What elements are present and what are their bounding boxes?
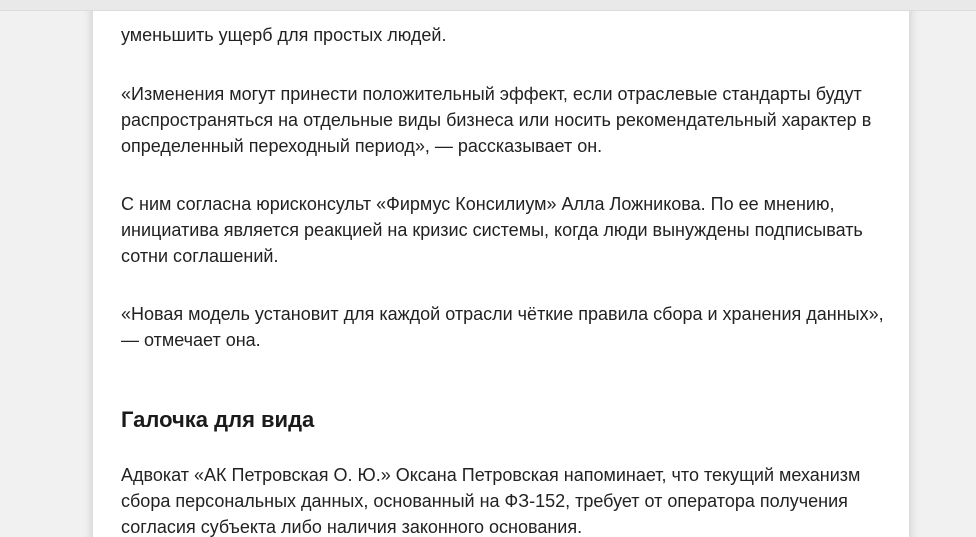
article-paragraph: «Новая модель установит для каждой отрасли чёткие правила сбора и хранения данных», — отмечает она. (121, 304, 884, 350)
browser-chrome-strip (0, 0, 976, 11)
article-paragraph: уменьшить ущерб для простых людей. (121, 25, 447, 45)
article-paragraph: «Изменения могут принести положительный эффект, если отраслевые стандарты будут распространяться на отдельные виды бизнеса или носить рекомендательный характер в определенный переходный период», — рассказывает он. (121, 84, 872, 156)
section-heading: Галочка для вида (121, 407, 315, 432)
article-paragraph: Адвокат «АК Петровская О. Ю.» Оксана Петровская напоминает, что текущий механизм сбора персональных данных, основанный на ФЗ-152, требует от оператора получения согласия субъекта либо наличия законного основания. (121, 465, 861, 537)
article-paragraph: С ним согласна юрисконсульт «Фирмус Консилиум» Алла Ложникова. По ее мнению, инициатива является реакцией на кризис системы, когда люди вынуждены подписывать сотни соглашений. (121, 194, 863, 266)
